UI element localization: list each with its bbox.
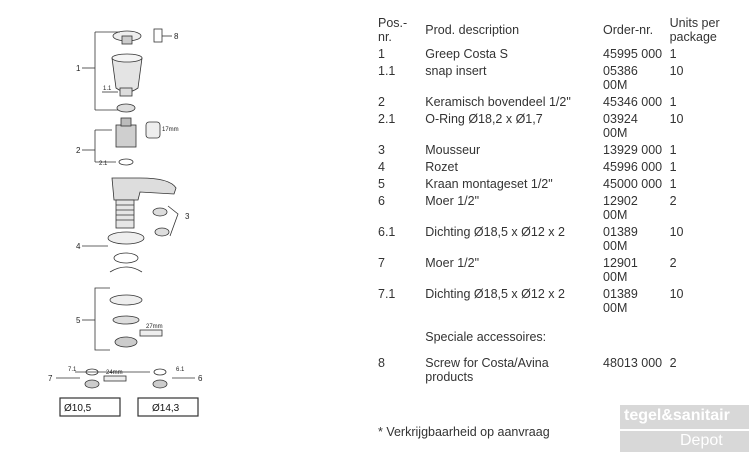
callout-1-1: 1.1 xyxy=(103,86,112,92)
table-row xyxy=(374,45,746,62)
callout-4: 4 xyxy=(76,242,81,251)
dim-right-label: Ø14,3 xyxy=(152,403,180,414)
order-cell: 05386 00M xyxy=(603,64,638,92)
nut-right-part xyxy=(153,380,167,388)
callout-6-1: 6.1 xyxy=(176,367,185,373)
table-row xyxy=(374,175,746,192)
pos-cell: 3 xyxy=(378,143,385,157)
units-cell: 2 xyxy=(669,194,677,208)
units-cell: 1 xyxy=(669,160,677,174)
pos-cell: 8 xyxy=(378,356,385,370)
order-cell: 45995 000 xyxy=(603,47,663,61)
desc-cell: Greep Costa S xyxy=(425,47,508,61)
callout-8: 8 xyxy=(174,32,179,41)
table-row xyxy=(374,110,746,141)
callout-6: 6 xyxy=(198,374,203,383)
order-cell: 12902 00M xyxy=(603,194,638,222)
desc-cell: Dichting Ø18,5 x Ø12 x 2 xyxy=(425,225,565,239)
desc-cell: Dichting Ø18,5 x Ø12 x 2 xyxy=(425,287,565,301)
pos-cell: 5 xyxy=(378,177,385,191)
desc-cell: snap insert xyxy=(425,64,487,78)
table-row xyxy=(374,223,746,254)
callout-3: 3 xyxy=(185,212,190,221)
tap-body-part xyxy=(112,178,176,200)
units-cell: 1 xyxy=(669,177,677,191)
pos-cell: 7.1 xyxy=(378,287,396,301)
pos-cell: 6.1 xyxy=(378,225,396,239)
callout-2-1: 2.1 xyxy=(99,161,108,167)
units-cell: 10 xyxy=(669,64,684,78)
nut-left-part xyxy=(85,380,99,388)
units-cell: 1 xyxy=(669,47,677,61)
order-cell: 45000 000 xyxy=(603,177,663,191)
pos-cell: 2.1 xyxy=(378,112,396,126)
pos-cell: 1.1 xyxy=(378,64,396,78)
table-row xyxy=(374,93,746,110)
desc-cell: Keramisch bovendeel 1/2" xyxy=(425,95,571,109)
label-17mm: 17mm xyxy=(162,127,179,133)
desc-cell: Rozet xyxy=(425,160,458,174)
label-27mm: 27mm xyxy=(146,324,163,330)
header-pos: Pos.-nr. xyxy=(378,16,408,44)
table-row xyxy=(374,285,746,316)
units-cell: 10 xyxy=(669,225,684,239)
rosette-part xyxy=(108,232,144,244)
callout-1: 1 xyxy=(76,64,81,73)
pos-cell: 4 xyxy=(378,160,385,174)
pos-cell: 7 xyxy=(378,256,385,270)
watermark-line1: tegel&sanitair xyxy=(620,405,749,429)
order-cell: 45996 000 xyxy=(603,160,663,174)
callout-7: 7 xyxy=(48,374,53,383)
watermark-line2: Depot xyxy=(620,431,749,452)
table-row xyxy=(374,192,746,223)
units-cell: 1 xyxy=(669,143,677,157)
order-cell: 45346 000 xyxy=(603,95,663,109)
desc-cell: Mousseur xyxy=(425,143,481,157)
header-order: Order-nr. xyxy=(603,23,654,37)
pos-cell: 6 xyxy=(378,194,385,208)
parts-table xyxy=(374,14,746,385)
units-cell: 10 xyxy=(669,112,684,126)
order-cell: 12901 00M xyxy=(603,256,638,284)
order-cell: 03924 00M xyxy=(603,112,638,140)
units-cell: 10 xyxy=(669,287,684,301)
units-cell: 1 xyxy=(669,95,677,109)
callout-5: 5 xyxy=(76,316,81,325)
cartridge-part xyxy=(116,125,136,147)
accessory-row xyxy=(374,354,746,385)
table-header-row xyxy=(374,14,746,45)
callout-7-1: 7.1 xyxy=(68,367,77,373)
section-heading: Speciale accessoires: xyxy=(425,330,547,344)
table-row xyxy=(374,62,746,93)
aerator-part xyxy=(153,208,167,216)
desc-cell: Moer 1/2" xyxy=(425,256,480,270)
desc-cell: Kraan montageset 1/2" xyxy=(425,177,553,191)
table-row xyxy=(374,254,746,285)
section-heading-row xyxy=(374,316,746,354)
o-ring-part xyxy=(119,159,133,165)
table-row xyxy=(374,158,746,175)
header-units: Units per package xyxy=(669,16,720,44)
units-cell: 2 xyxy=(669,256,677,270)
desc-cell: Screw for Costa/Avina products xyxy=(425,356,549,384)
table-row xyxy=(374,141,746,158)
footnote: * Verkrijgbaarheid op aanvraag xyxy=(378,425,550,439)
watermark-logo xyxy=(620,405,749,452)
dim-left-label: Ø10,5 xyxy=(64,403,92,414)
desc-cell: O-Ring Ø18,2 x Ø1,7 xyxy=(425,112,543,126)
label-24mm: 24mm xyxy=(106,370,123,376)
pos-cell: 2 xyxy=(378,95,385,109)
order-cell: 48013 000 xyxy=(603,356,663,370)
exploded-parts-diagram xyxy=(0,0,370,452)
order-cell: 01389 00M xyxy=(603,225,638,253)
units-cell: 2 xyxy=(669,356,677,370)
mount-washer-part xyxy=(110,295,142,305)
desc-cell: Moer 1/2" xyxy=(425,194,480,208)
header-desc: Prod. description xyxy=(425,23,520,37)
callout-2: 2 xyxy=(76,146,81,155)
order-cell: 13929 000 xyxy=(603,143,663,157)
screw-part xyxy=(154,29,162,42)
handle-part xyxy=(112,58,142,92)
pos-cell: 1 xyxy=(378,47,385,61)
order-cell: 01389 00M xyxy=(603,287,638,315)
